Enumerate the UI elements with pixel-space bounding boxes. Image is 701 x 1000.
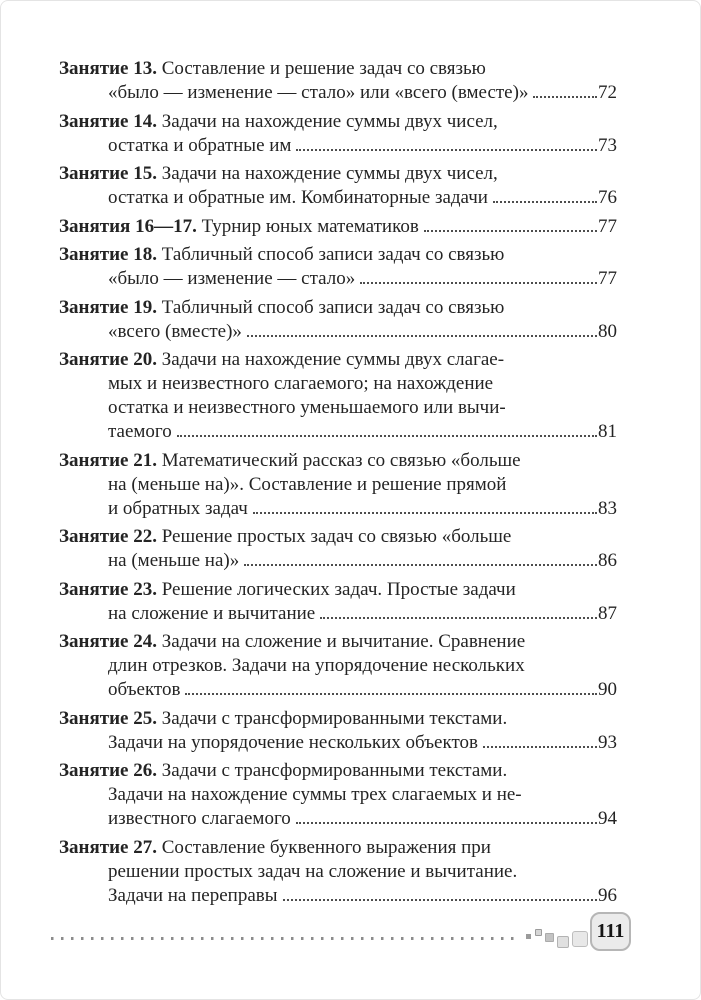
- toc-entry-text: таемого: [108, 421, 172, 442]
- toc-entry-label: Занятие 14.: [59, 110, 157, 132]
- dotted-leader-icon: [533, 96, 597, 98]
- toc-entry-text: Задачи на нахождение суммы двух чисел,: [161, 110, 498, 132]
- toc-entry-line: [1, 807, 700, 831]
- toc-entry: [1, 243, 700, 291]
- footer-dotted-line-icon: [51, 937, 518, 940]
- toc-entry-text: Задачи на упорядочение нескольких объектов: [108, 731, 478, 753]
- dotted-leader-icon: [424, 230, 597, 232]
- toc-entry: [1, 759, 700, 831]
- toc-entry-line: [1, 731, 700, 755]
- toc-entry-line: [1, 267, 700, 291]
- toc-entry-line: [1, 320, 700, 344]
- toc-page-number: 76: [598, 187, 617, 208]
- toc-entry-text: длин отрезков. Задачи на упорядочение нескольких: [108, 655, 525, 676]
- dotted-leader-icon: [283, 899, 598, 901]
- toc-entry-text: решении простых задач на сложение и вычитание.: [108, 860, 518, 882]
- toc-entry-label: Занятие 23.: [59, 578, 157, 600]
- toc-entry-label: Занятие 19.: [59, 296, 157, 318]
- toc-entry: [1, 630, 700, 702]
- toc-entry-line: [1, 243, 700, 267]
- toc-entry: [1, 57, 700, 105]
- toc-entry-text: Решение логических задач. Простые задачи: [161, 578, 516, 600]
- toc-entry-label: Занятие 25.: [59, 707, 157, 729]
- toc-page-number: 83: [598, 497, 617, 519]
- toc-entry: [1, 162, 700, 210]
- toc-entry-text: Табличный способ записи задач со связью: [161, 296, 505, 318]
- dotted-leader-icon: [244, 564, 597, 566]
- toc-entry-line: [1, 678, 700, 702]
- dotted-leader-icon: [253, 512, 597, 514]
- footer-square-icon-3: [545, 933, 554, 942]
- toc-page-number: 87: [598, 602, 617, 624]
- toc-entry-text: Задачи с трансформированными текстами.: [161, 707, 508, 729]
- toc-entry-text: Турнир юных математиков: [201, 215, 419, 237]
- toc-entry-text: Составление и решение задач со связью: [161, 58, 486, 79]
- toc-entry-line: [1, 884, 700, 908]
- toc-page-number: 80: [598, 320, 617, 342]
- toc-entry-text: Задачи на переправы: [108, 884, 278, 906]
- toc-entry-label: Занятие 22.: [59, 526, 157, 547]
- toc-entry-label: Занятие 13.: [59, 58, 157, 79]
- toc-entry-text: «было — изменение — стало»: [108, 268, 356, 289]
- dotted-leader-icon: [177, 435, 597, 437]
- toc-entry-label: Занятия 16—17.: [59, 215, 197, 237]
- toc-entry-line: [1, 372, 700, 396]
- toc-page-number: 81: [598, 421, 617, 442]
- toc-page-number: 72: [598, 82, 617, 103]
- toc-entry-text: Задачи с трансформированными текстами.: [161, 760, 508, 781]
- toc-entry-line: [1, 134, 700, 158]
- toc-entry-label: Занятие 24.: [59, 631, 157, 652]
- dotted-leader-icon: [296, 149, 597, 151]
- toc-page-number: 73: [598, 134, 617, 156]
- dotted-leader-icon: [320, 617, 597, 619]
- toc-entry-line: [1, 549, 700, 573]
- footer-square-icon-1: [526, 934, 531, 939]
- toc-entry-line: [1, 707, 700, 731]
- dotted-leader-icon: [360, 282, 597, 284]
- toc-entry-text: Табличный способ записи задач со связью: [161, 244, 505, 265]
- toc-entry-text: остатка и обратные им. Комбинаторные задачи: [108, 187, 488, 208]
- toc-entry-text: Математический рассказ со связью «больше: [161, 449, 521, 471]
- toc-page-number: 94: [598, 808, 617, 829]
- toc-entry-text: известного слагаемого: [108, 808, 291, 829]
- toc-entry-line: [1, 162, 700, 186]
- dotted-leader-icon: [296, 822, 597, 824]
- toc-entry-text: Задачи на нахождение суммы двух слагае-: [161, 349, 505, 370]
- toc-entry-label: Занятие 21.: [59, 449, 157, 471]
- page-number: 111: [596, 920, 625, 942]
- toc-entry-line: [1, 110, 700, 134]
- toc-entry-line: [1, 215, 700, 239]
- toc-entry-line: [1, 759, 700, 783]
- toc-entry-text: Задачи на нахождение суммы двух чисел,: [161, 163, 498, 184]
- toc-entry-text: мых и неизвестного слагаемого; на нахождение: [108, 373, 494, 394]
- toc-entry-line: [1, 396, 700, 420]
- toc-entry-line: [1, 449, 700, 473]
- toc-entry: [1, 215, 700, 239]
- dotted-leader-icon: [483, 746, 597, 748]
- toc-entry-line: [1, 654, 700, 678]
- toc-entry-line: [1, 497, 700, 521]
- toc-entry-line: [1, 836, 700, 860]
- toc-entry-label: Занятие 15.: [59, 163, 157, 184]
- toc-entry: [1, 707, 700, 755]
- toc-entry-line: [1, 783, 700, 807]
- toc-entry-line: [1, 578, 700, 602]
- toc-entry: [1, 110, 700, 158]
- toc-entry: [1, 578, 700, 626]
- toc-entry-label: Занятие 18.: [59, 244, 157, 265]
- toc-entry-text: Задачи на сложение и вычитание. Сравнение: [161, 631, 526, 652]
- toc-entry-line: [1, 860, 700, 884]
- toc-page-number: 86: [598, 550, 617, 571]
- toc-entry-line: [1, 186, 700, 210]
- dotted-leader-icon: [247, 335, 597, 337]
- footer-square-icon-2: [535, 929, 542, 936]
- toc-entry-line: [1, 525, 700, 549]
- toc-entry-text: на (меньше на)». Составление и решение прямой: [108, 473, 507, 495]
- toc-entry-text: и обратных задач: [108, 497, 248, 519]
- toc-entry: [1, 296, 700, 344]
- toc-entry: [1, 348, 700, 444]
- toc-entry: [1, 836, 700, 908]
- toc-entry-line: [1, 630, 700, 654]
- toc-list: [1, 1, 700, 908]
- toc-page-number: 90: [598, 679, 617, 700]
- toc-entry: [1, 525, 700, 573]
- dotted-leader-icon: [493, 201, 597, 203]
- toc-entry: [1, 449, 700, 521]
- dotted-leader-icon: [185, 693, 597, 695]
- toc-page-number: 93: [598, 731, 617, 753]
- toc-entry-text: «было — изменение — стало» или «всего (вместе)»: [108, 82, 529, 103]
- toc-entry-text: Решение простых задач со связью «больше: [161, 526, 512, 547]
- footer-square-icon-5: [572, 931, 588, 947]
- toc-entry-label: Занятие 26.: [59, 760, 157, 781]
- toc-entry-line: [1, 81, 700, 105]
- toc-entry-line: [1, 296, 700, 320]
- toc-entry-text: «всего (вместе)»: [108, 320, 242, 342]
- toc-page-number: 96: [598, 884, 617, 906]
- toc-entry-text: остатка и обратные им: [108, 134, 292, 156]
- toc-entry-text: на сложение и вычитание: [108, 602, 316, 624]
- toc-entry-text: остатка и неизвестного уменьшаемого или вычи-: [108, 397, 506, 418]
- toc-page-number: 77: [598, 215, 617, 237]
- toc-entry-line: [1, 420, 700, 444]
- toc-entry-text: Задачи на нахождение суммы трех слагаемых и не-: [108, 784, 522, 805]
- toc-entry-label: Занятие 27.: [59, 836, 157, 858]
- toc-entry-label: Занятие 20.: [59, 349, 157, 370]
- toc-entry-line: [1, 348, 700, 372]
- toc-entry-text: Составление буквенного выражения при: [161, 836, 491, 858]
- toc-page-number: 77: [598, 268, 617, 289]
- toc-entry-text: на (меньше на)»: [108, 550, 240, 571]
- toc-entry-line: [1, 473, 700, 497]
- toc-entry-line: [1, 602, 700, 626]
- footer-square-icon-4: [557, 936, 569, 948]
- toc-entry-text: объектов: [108, 679, 181, 700]
- page-number-badge: [590, 912, 631, 951]
- toc-entry-line: [1, 57, 700, 81]
